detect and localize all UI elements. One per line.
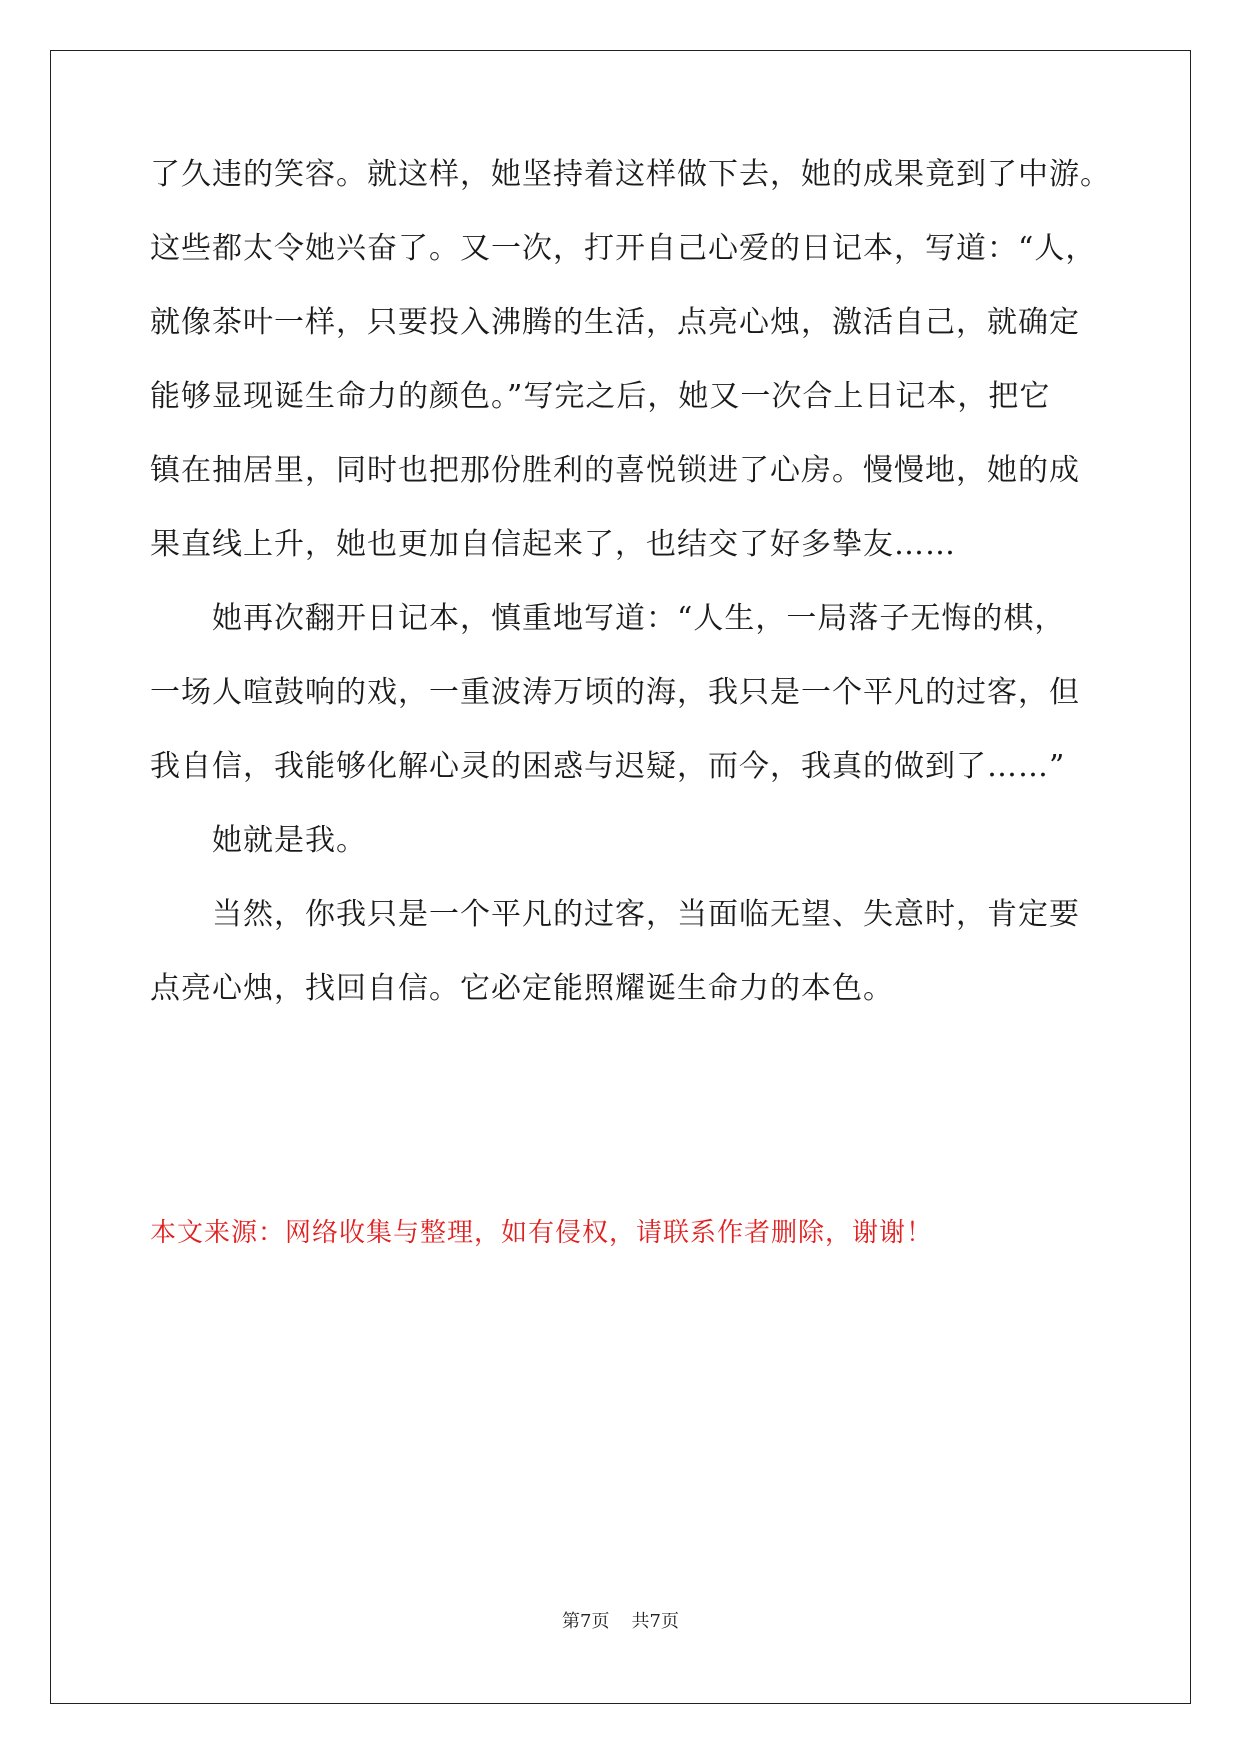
text-line: 了久违的笑容。就这样，她坚持着这样做下去，她的成果竟到了中游。 xyxy=(150,157,1111,192)
text-line: 这些都太令她兴奋了。又一次，打开自己心爱的日记本，写道：“人， xyxy=(150,231,1097,266)
document-body xyxy=(150,157,1111,1048)
text-line: 我自信，我能够化解心灵的困惑与迟疑，而今，我真的做到了……” xyxy=(150,749,1066,784)
text-line: 果直线上升，她也更加自信起来了，也结交了好多挚友…… xyxy=(150,527,956,562)
text-line: 镇在抽居里，同时也把那份胜利的喜悦锁进了心房。慢慢地，她的成 xyxy=(150,453,1080,488)
page-number-total: 共7页 xyxy=(631,1611,679,1632)
page-footer xyxy=(0,1611,1241,1633)
page-number-current: 第7页 xyxy=(562,1611,610,1632)
text-line: 她就是我。 xyxy=(212,823,367,858)
source-note: 本文来源：网络收集与整理，如有侵权，请联系作者删除，谢谢！ xyxy=(150,1218,934,1248)
text-line: 当然，你我只是一个平凡的过客，当面临无望、失意时，肯定要 xyxy=(212,897,1080,932)
text-line: 能够显现诞生命力的颜色。”写完之后，她又一次合上日记本，把它 xyxy=(150,379,1051,414)
text-line: 一场人喧鼓响的戏，一重波涛万顷的海，我只是一个平凡的过客，但 xyxy=(150,675,1080,710)
text-line: 她再次翻开日记本，慎重地写道：“人生，一局落子无悔的棋， xyxy=(212,601,1066,636)
text-line: 点亮心烛，找回自信。它必定能照耀诞生命力的本色。 xyxy=(150,971,894,1006)
text-line: 就像茶叶一样，只要投入沸腾的生活，点亮心烛，激活自己，就确定 xyxy=(150,305,1080,340)
